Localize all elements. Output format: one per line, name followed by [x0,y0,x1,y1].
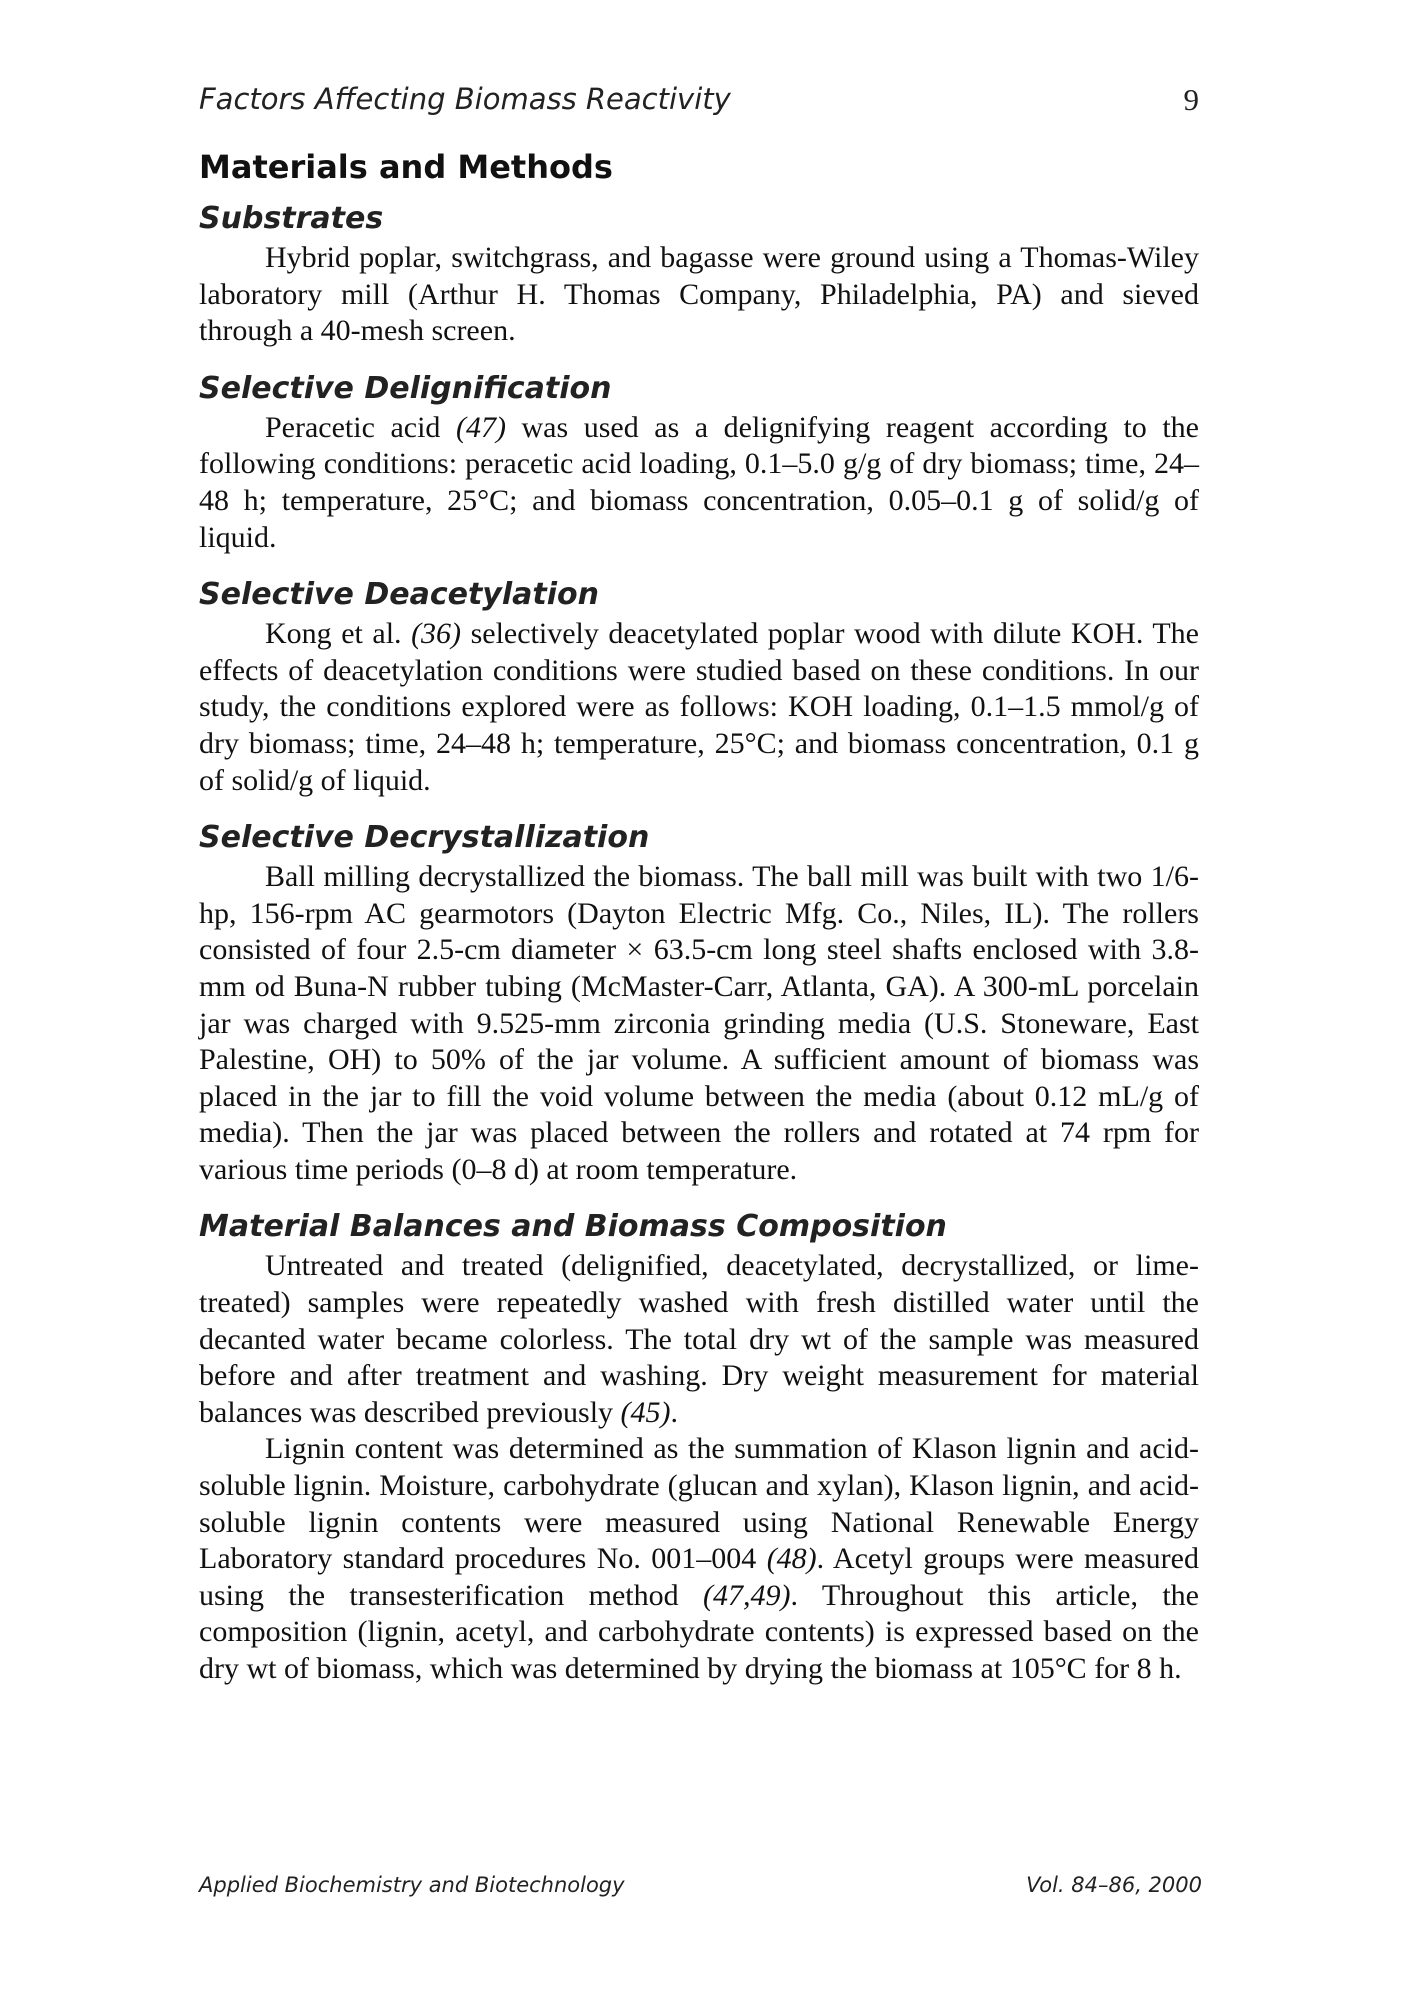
subsection [199,198,1199,350]
running-title: Factors Affecting Biomass Reactivity [199,82,731,116]
paragraph-text: was used as a delignifying reagent according to the following conditions: peracetic acid loading, 0.1–5.0 g/g of dry biomass; time, 24–48 h; temperature, 25°C; and biomass concentration, 0.05–0.1 g of solid/g of liquid. [199,410,1200,554]
subsection [199,1206,1199,1687]
subsection [199,574,1199,799]
paragraph-text: . [670,1395,679,1429]
article-body [199,146,1199,1706]
subsection-list [199,198,1199,1688]
subsection-heading: Material Balances and Biomass Composition [199,1209,947,1245]
paragraph-text: Lignin content was determined as the summation of Klason lignin and acid-soluble lignin. Moisture, carbohydrate (glucan and xylan), Klason lignin, and acid-soluble lignin contents were measured using National Renewable Energy Laboratory standard procedures No. 001–004 [199,1432,1199,1576]
subsection [199,817,1199,1188]
citation-ref: (45) [620,1395,671,1429]
body-paragraph [199,1431,1199,1687]
paragraph-text: Kong et al. [265,617,412,651]
citation-ref: (36) [411,617,462,651]
body-paragraph [199,410,1199,556]
citation-ref: (48) [766,1542,817,1576]
subsection-heading: Selective Delignification [199,370,612,406]
citation-ref: (47,49) [703,1578,791,1612]
body-paragraph [199,859,1199,1188]
page-number: 9 [1183,82,1199,117]
paragraph-text: Untreated and treated (delignified, deacetylated, decrystallized, or lime-treated) samples were repeatedly washed with fresh distilled water until the decanted water became colorless. The total dry wt of the sample was measured before and after treatment and washing. Dry weight measurement for material balances was described previously [199,1249,1199,1429]
paragraph-text: selectively deacetylated poplar wood with dilute KOH. The effects of deacetylation conditions were studied based on these conditions. In our study, the conditions explored were as follows: KOH loading, 0.1–1.5 mmol/g of dry biomass; time, 24–48 h; temperature, 25°C; and biomass concentration, 0.1 g of solid/g of liquid. [199,617,1200,797]
paragraph-text: Hybrid poplar, switchgrass, and bagasse were ground using a Thomas-Wiley laboratory mill (Arthur H. Thomas Company, Philadelphia, PA) and sieved through a 40-mesh screen. [199,241,1199,348]
body-paragraph [199,240,1199,350]
paragraph-text: . Throughout this article, the composition (lignin, acetyl, and carbohydrate contents) is expressed based on the dry wt of biomass, which was determined by drying the biomass at 105°C for 8 h. [199,1578,1199,1685]
running-head [199,82,1199,122]
journal-name: Applied Biochemistry and Biotechnology [199,1873,625,1897]
subsection-heading: Selective Decrystallization [199,820,650,856]
subsection [199,368,1199,556]
body-paragraph [199,1248,1199,1431]
paragraph-text: Peracetic acid [265,410,456,444]
citation-ref: (47) [455,410,506,444]
page-footer [199,1873,1202,1909]
journal-volume: Vol. 84–86, 2000 [1026,1873,1202,1897]
body-paragraph [199,616,1199,799]
section-heading: Materials and Methods [199,148,613,186]
paragraph-text: . Acetyl groups were measured using the transesterification method [199,1542,1199,1612]
subsection-heading: Substrates [199,201,384,236]
subsection-heading: Selective Deacetylation [199,577,599,613]
paragraph-text: Ball milling decrystallized the biomass. The ball mill was built with two 1/6-hp, 156-rpm AC gearmotors (Dayton Electric Mfg. Co., Niles, IL). The rollers consisted of four 2.5-cm diameter × 63.5-cm long steel shafts enclosed with 3.8-mm od Buna-N rubber tubing (McMaster-Carr, Atlanta, GA). A 300-mL porcelain jar was charged with 9.525-mm zirconia grinding media (U.S. Stoneware, East Palestine, OH) to 50% of the jar volume. A sufficient amount of biomass was placed in the jar to fill the void volume between the media (about 0.12 mL/g of media). Then the jar was placed between the rollers and rotated at 74 rpm for various time periods (0–8 d) at room temperature. [199,860,1199,1186]
